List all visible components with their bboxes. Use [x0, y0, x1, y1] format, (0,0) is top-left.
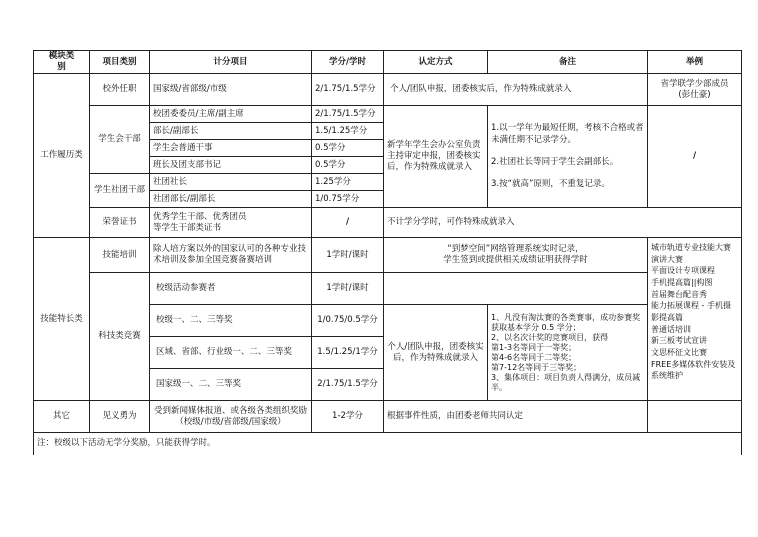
credit-table — [33, 50, 742, 455]
category-club-cadre: 学生社团干部 — [90, 174, 150, 208]
credit-club-0: 1.25学分 — [312, 174, 384, 191]
item-cadre-0: 校团委委员/主席/副主席 — [150, 106, 312, 123]
item-honor: 优秀学生干部、优秀团员 等学生干部类证书 — [150, 208, 312, 238]
item-training: 除人培方案以外的国家认可的各种专业技术培训及参加全国竞赛备赛培训 — [150, 238, 312, 273]
credit-cadre-1: 1.5/1.25学分 — [312, 123, 384, 140]
footnote: 注：校级以下活动无学分奖励，只能获得学时。 — [34, 433, 742, 455]
credit-off-campus: 2/1.75/1.5学分 — [312, 74, 384, 106]
header-remark: 备注 — [488, 51, 648, 74]
credit-honor: / — [312, 208, 384, 238]
item-club-0: 社团社长 — [150, 174, 312, 191]
credit-cadre-0: 2/1.75/1.5学分 — [312, 106, 384, 123]
method-contest: 个人/团队申报，团委核实后，作为特殊成就录入 — [384, 305, 488, 401]
category-honor: 荣誉证书 — [90, 208, 150, 238]
item-cadre-3: 班长及团支部书记 — [150, 157, 312, 174]
credit-contest-2: 1.5/1.25/1学分 — [312, 337, 384, 369]
module-skill: 技能特长类 — [34, 238, 90, 401]
header-credit: 学分/学时 — [312, 51, 384, 74]
method-honor: 不计学分学时，可作特殊成就录入 — [384, 208, 742, 238]
credit-contest-3: 2/1.75/1.5学分 — [312, 369, 384, 401]
module-work: 工作履历类 — [34, 74, 90, 238]
blank-cell — [648, 401, 742, 433]
method-other: 根据事件性质，由团委老师共同认定 — [384, 401, 648, 433]
method-training: “到梦空间”网络管理系统实时记录， 学生签到或提供相关成绩证明获得学时 — [384, 238, 648, 273]
item-contest-0: 校级活动参赛者 — [150, 273, 312, 305]
category-training: 技能培训 — [90, 238, 150, 273]
method-off-campus: 个人/团队申报，团委核实后，作为特殊成就录入 — [384, 74, 648, 106]
method-cadre: 新学年学生会办公室负责主持审定申报，团委核实后，作为特殊成就录入 — [384, 106, 488, 208]
credit-contest-1: 1/0.75/0.5学分 — [312, 305, 384, 337]
remark-cadre: 1.以一学年为最短任期，考核不合格或者未满任期不记录学分。 2.社团社长等同于学生会副部长。 3.按“就高”原则，不重复记录。 — [488, 106, 648, 208]
item-contest-2: 区域、省部、行业级一、二、三等奖 — [150, 337, 312, 369]
header-category: 项目类别 — [90, 51, 150, 74]
blank-cell — [384, 273, 648, 305]
item-off-campus: 国家级/省部级/市级 — [150, 74, 312, 106]
example-off-campus: 省学联学少部成员 (彭仕豪) — [648, 74, 742, 106]
module-other: 其它 — [34, 401, 90, 433]
credit-cadre-3: 0.5学分 — [312, 157, 384, 174]
header-example: 举例 — [648, 51, 742, 74]
example-skill: 城市轨道专业技能大赛 演讲大赛 平面设计专项课程 手机提高篇||构图 首届舞台配音秀 能力拓展课程 - 手机摄影提高篇 普通话培训 新三板考试宣讲 文思杯征文比赛 FREE多媒体软件安装及系统维护 — [648, 238, 742, 401]
credit-other: 1-2学分 — [312, 401, 384, 433]
header-module: 模块类 别 — [34, 51, 90, 74]
credit-club-1: 1/0.75学分 — [312, 191, 384, 208]
item-cadre-1: 部长/副部长 — [150, 123, 312, 140]
header-item: 计分项目 — [150, 51, 312, 74]
item-contest-1: 校级一、二、三等奖 — [150, 305, 312, 337]
header-method: 认定方式 — [384, 51, 488, 74]
category-contest: 科技类竞赛 — [90, 273, 150, 401]
credit-cadre-2: 0.5学分 — [312, 140, 384, 157]
credit-contest-0: 1学时/课时 — [312, 273, 384, 305]
item-cadre-2: 学生会普通干事 — [150, 140, 312, 157]
remark-contest: 1、凡没有淘汰赛的各类赛事，成功参赛奖获取基本学分 0.5 学分； 2、以名次计奖的竞赛项目，获得 第1-3名等同于一等奖； 第4-6名等同于二等奖； 第7-12名等同于三等奖； 3、集体项目：项目负责人得满分，成员减半。 — [488, 305, 648, 401]
category-other: 见义勇为 — [90, 401, 150, 433]
credit-training: 1学时/课时 — [312, 238, 384, 273]
item-contest-3: 国家级一、二、三等奖 — [150, 369, 312, 401]
item-club-1: 社团部长/副部长 — [150, 191, 312, 208]
category-student-cadre: 学生会干部 — [90, 106, 150, 174]
example-cadre: / — [648, 106, 742, 208]
category-off-campus: 校外任职 — [90, 74, 150, 106]
item-other: 受到新闻媒体报道、或各级各类组织奖励（校级/市级/省部级/国家级） — [150, 401, 312, 433]
